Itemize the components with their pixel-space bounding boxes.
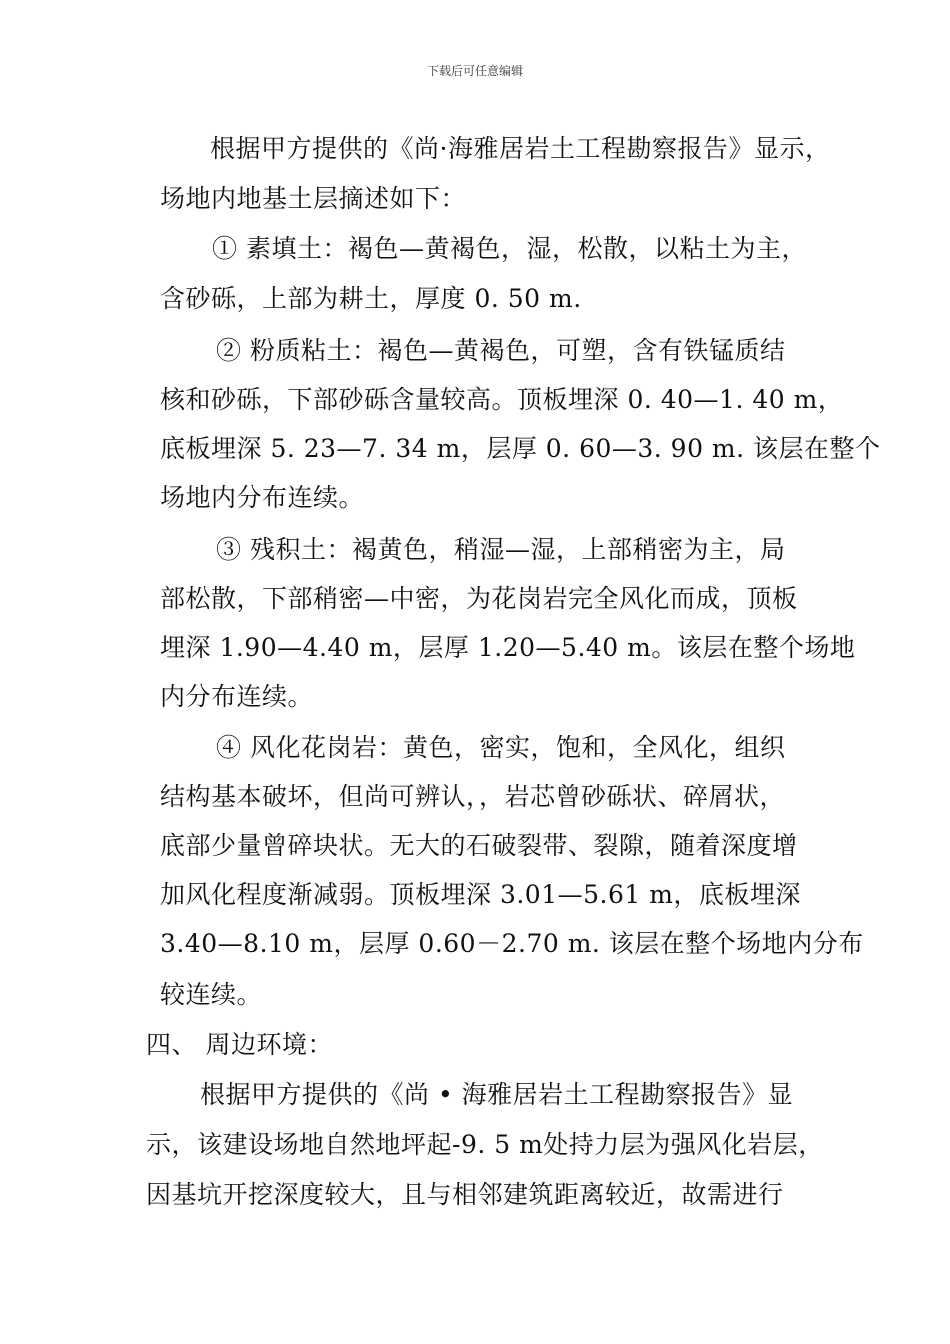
paragraph-line: 埋深 1.90—4.40 m，层厚 1.20—5.40 m。该层在整个场地 (160, 633, 856, 662)
paragraph-line: 较连续。 (160, 980, 263, 1009)
paragraph-line: 根据甲方提供的《尚 • 海雅居岩土工程勘察报告》显 (200, 1080, 794, 1109)
paragraph-line: ③ 残积土：褐黄色，稍湿—湿，上部稍密为主，局 (216, 535, 786, 564)
paragraph-line: 底部少量曾碎块状。无大的石破裂带、裂隙，随着深度增 (160, 831, 798, 860)
page-header: 下载后可任意编辑 (426, 64, 523, 78)
paragraph-line: ② 粉质粘土：褐色—黄褐色，可塑，含有铁锰质结 (216, 336, 786, 365)
paragraph-line: 场地内地基土层摘述如下： (160, 184, 467, 213)
paragraph-line: 场地内分布连续。 (160, 483, 365, 512)
paragraph-line: ① 素填土：褐色—黄褐色，湿，松散，以粘土为主， (212, 234, 807, 263)
paragraph-line: 部松散，下部稍密—中密，为花岗岩完全风化而成，顶板 (160, 584, 798, 613)
paragraph-line: 内分布连续。 (160, 682, 314, 711)
paragraph-line: 加风化程度渐减弱。顶板埋深 3.01—5.61 m，底板埋深 (160, 880, 801, 909)
section-heading: 四、 周边环境： (146, 1030, 333, 1059)
paragraph-line: 核和砂砾，下部砂砾含量较高。顶板埋深 0. 40—1. 40 m， (160, 385, 844, 414)
paragraph-line: 3.40—8.10 m，层厚 0.60－2.70 m. 该层在整个场地内分布 (160, 929, 864, 958)
paragraph-line: 含砂砾，上部为耕土，厚度 0. 50 m. (160, 284, 582, 313)
paragraph-line: 示，该建设场地自然地坪起-9. 5 m处持力层为强风化岩层， (146, 1130, 824, 1159)
paragraph-line: ④ 风化花岗岩：黄色，密实，饱和，全风化，组织 (216, 733, 786, 762)
paragraph-line: 底板埋深 5. 23—7. 34 m，层厚 0. 60—3. 90 m. 该层在整个 (160, 434, 881, 463)
paragraph-line: 根据甲方提供的《尚·海雅居岩土工程勘察报告》显示， (210, 134, 831, 163)
paragraph-line: 因基坑开挖深度较大，且与相邻建筑距离较近，故需进行 (146, 1180, 784, 1209)
paragraph-line: 结构基本破坏，但尚可辨认，，岩芯曾砂砾状、碎屑状， (160, 782, 786, 811)
